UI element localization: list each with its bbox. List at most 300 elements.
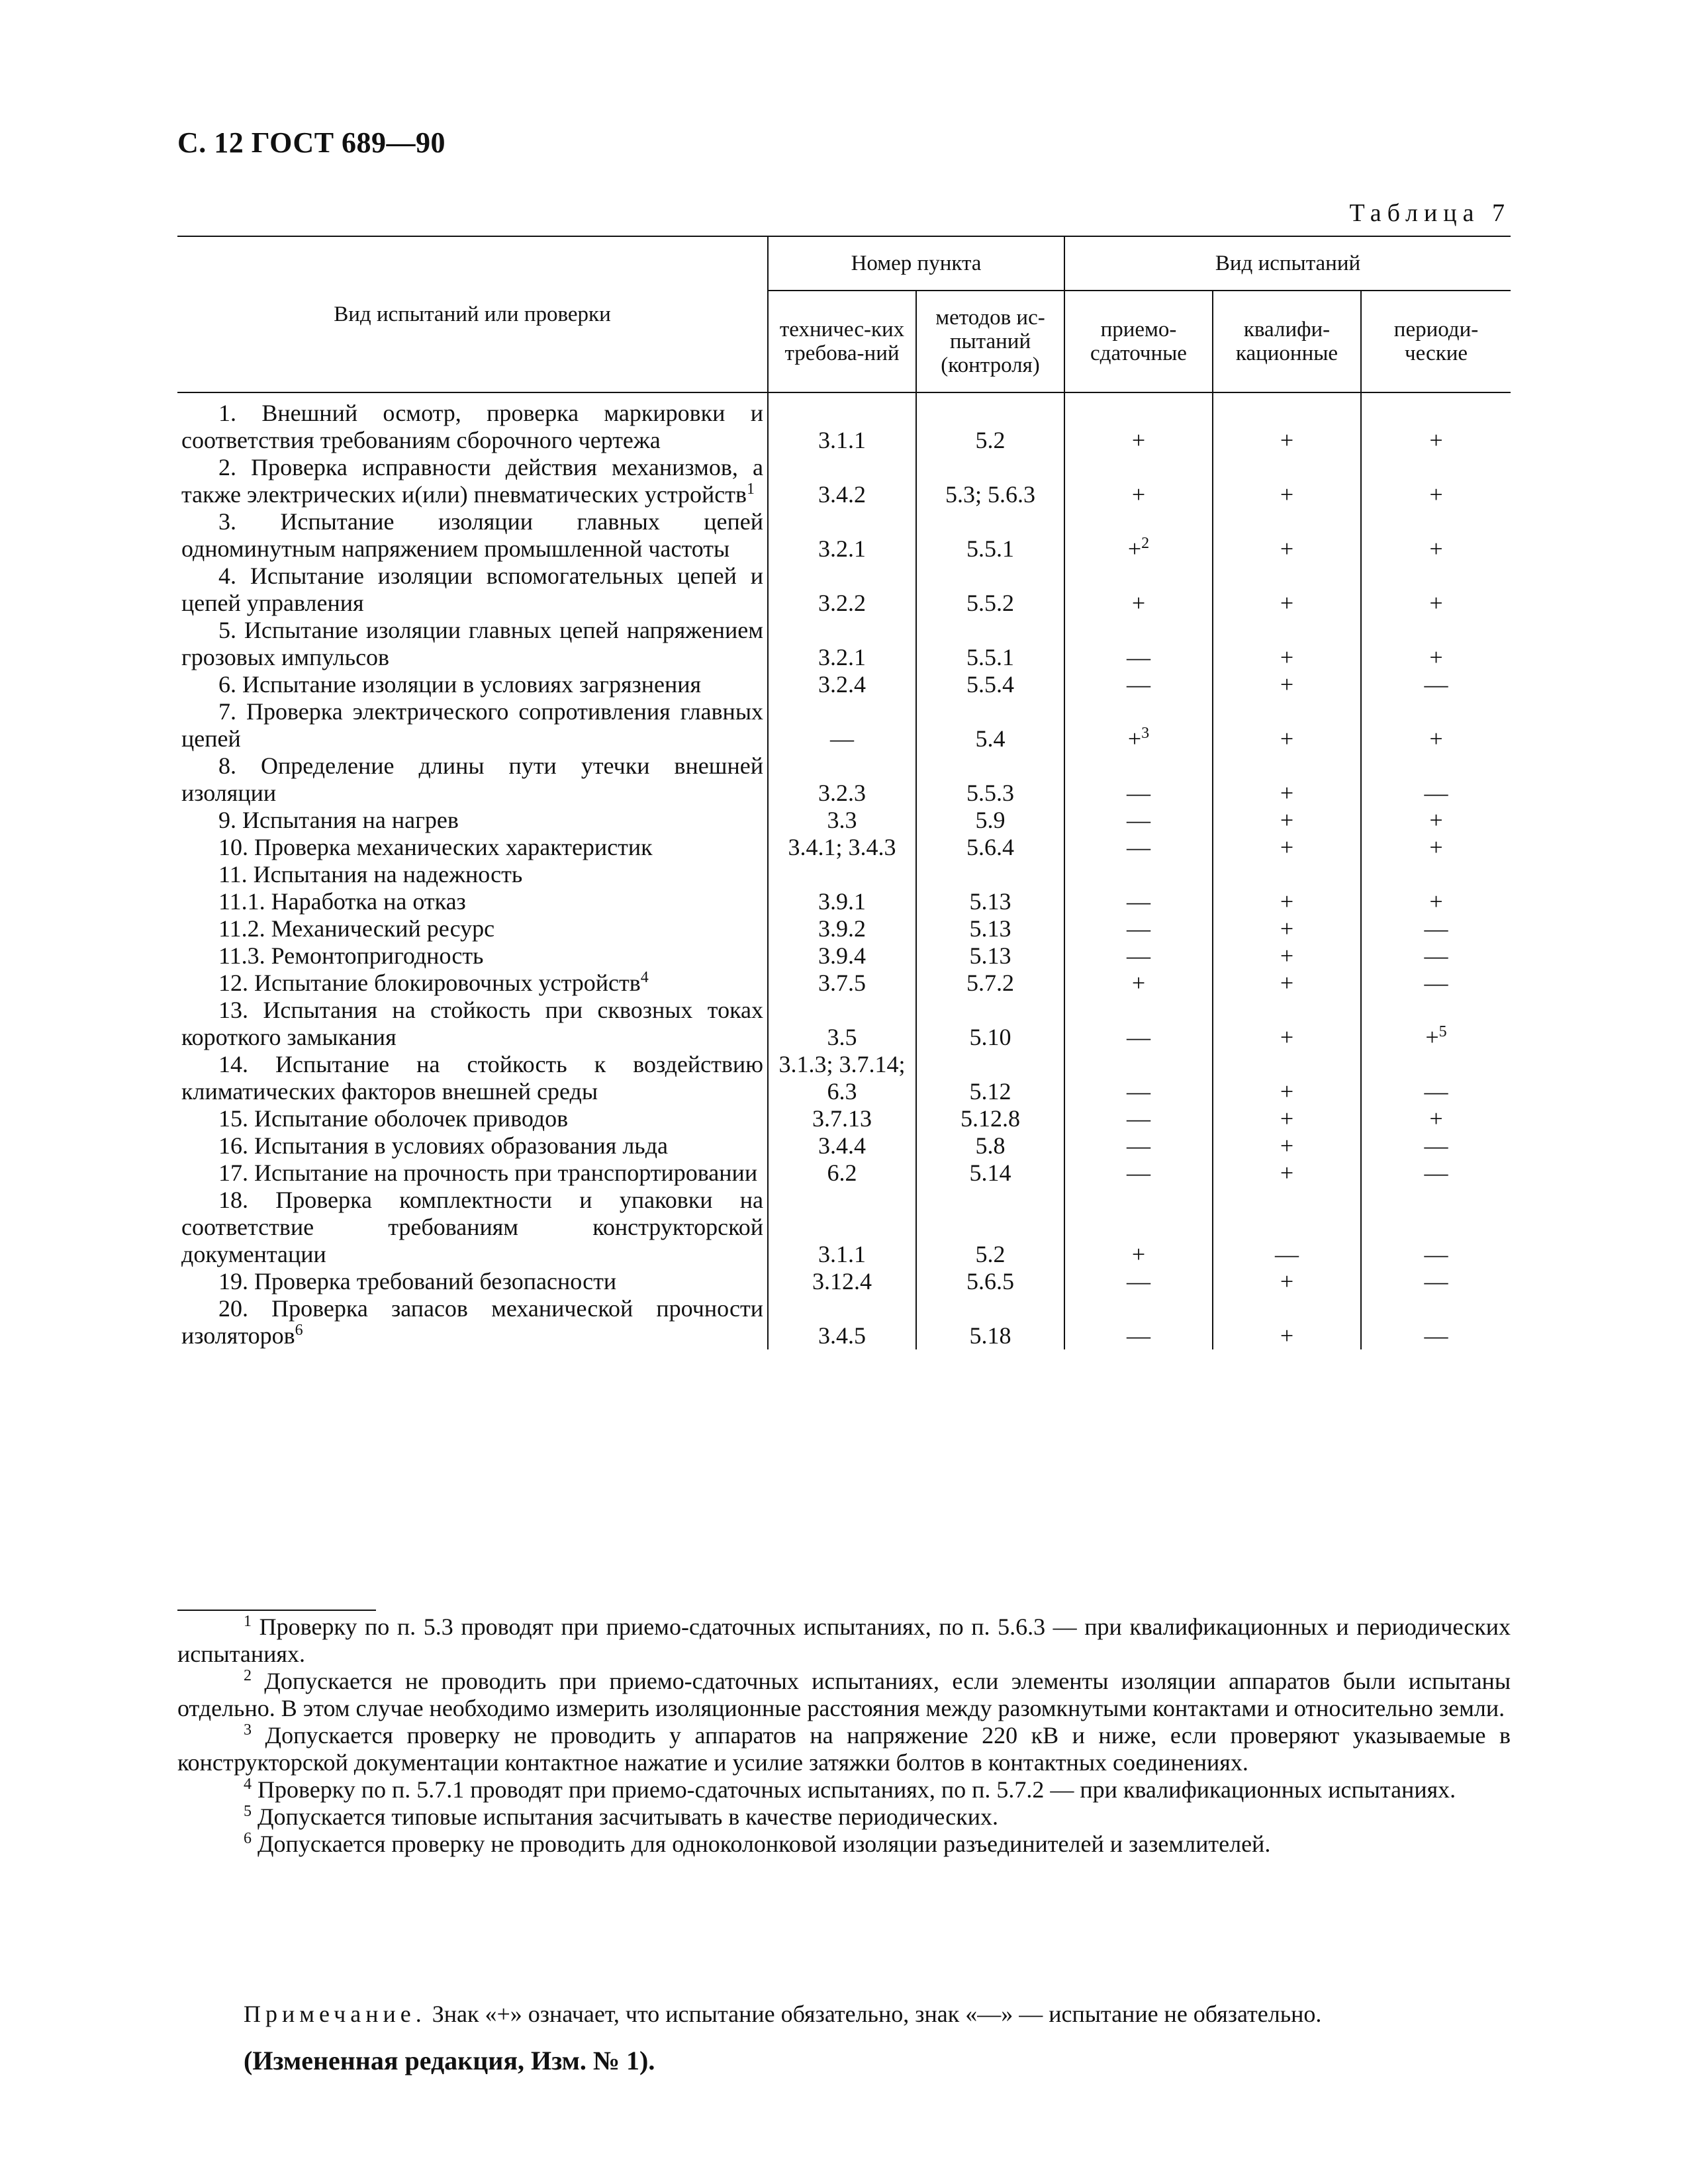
acceptance-mark: [1064, 1187, 1213, 1268]
test-name-cell: [177, 1268, 768, 1295]
table-body: [177, 392, 1511, 1349]
footnote: [177, 1722, 1511, 1776]
test-method-cell-value: 5.9: [975, 807, 1006, 833]
test-name-cell: [177, 392, 768, 454]
periodic-mark-value: +: [1429, 535, 1443, 562]
acceptance-mark-value: —: [1127, 834, 1150, 860]
table-row: [177, 1051, 1511, 1105]
qualification-mark-value: +: [1280, 1024, 1294, 1050]
acceptance-mark: [1064, 1268, 1213, 1295]
test-name-cell: [177, 915, 768, 942]
acceptance-mark: [1064, 617, 1213, 671]
tech-requirement-cell: [768, 1187, 916, 1268]
qualification-mark: [1213, 915, 1361, 942]
tech-requirement-cell: [768, 671, 916, 698]
test-name-cell: [177, 834, 768, 861]
test-method-cell-value: 5.12.8: [961, 1105, 1020, 1132]
tech-requirement-cell-value: 3.2.1: [818, 535, 866, 562]
acceptance-mark: [1064, 888, 1213, 915]
tech-requirement-cell-value: 3.9.2: [818, 915, 866, 942]
test-name: 10. Проверка механических характеристик: [218, 834, 653, 860]
footnote: [177, 1803, 1511, 1831]
qualification-mark-value: +: [1280, 725, 1294, 752]
footnote-text: Допускается не проводить при приемо-сдаточных испытаниях, если элементы изоляции аппаратов были испытаны отдельно. В этом случае необходимо измерить изоляционные расстояния между разомкнутыми контактами и относительно земли.: [177, 1668, 1511, 1721]
tech-requirement-cell: [768, 508, 916, 563]
acceptance-mark-value: —: [1127, 1078, 1150, 1105]
qualification-mark: [1213, 1295, 1361, 1349]
test-name-cell: [177, 752, 768, 807]
acceptance-mark: [1064, 834, 1213, 861]
test-method-cell: [916, 942, 1064, 970]
test-name-cell: [177, 671, 768, 698]
qualification-mark-value: +: [1280, 1322, 1294, 1349]
periodic-mark-value: —: [1424, 1241, 1448, 1267]
tech-requirement-cell: [768, 807, 916, 834]
table-row: [177, 807, 1511, 834]
footnote-text: Допускается типовые испытания засчитывать в качестве периодических.: [258, 1803, 998, 1830]
test-name: 4. Испытание изоляции вспомогательных цепей и цепей управления: [181, 563, 763, 616]
periodic-mark: [1361, 392, 1511, 454]
periodic-mark: [1361, 752, 1511, 807]
qualification-mark-value: +: [1280, 1078, 1294, 1105]
acceptance-mark-value: —: [1127, 1024, 1150, 1050]
test-method-cell-value: 5.3; 5.6.3: [945, 481, 1035, 508]
acceptance-mark: [1064, 997, 1213, 1051]
test-method-cell: [916, 915, 1064, 942]
periodic-mark: [1361, 888, 1511, 915]
test-method-cell-value: 5.13: [969, 915, 1011, 942]
acceptance-mark: [1064, 454, 1213, 508]
table-row: [177, 1295, 1511, 1349]
acceptance-mark-value: —: [1127, 942, 1150, 969]
periodic-mark: [1361, 915, 1511, 942]
tech-requirement-cell: [768, 888, 916, 915]
header-acceptance: приемо-сдаточные: [1064, 291, 1213, 392]
tech-requirement-cell: [768, 970, 916, 997]
test-name-cell: [177, 508, 768, 563]
periodic-mark: [1361, 1105, 1511, 1132]
test-method-cell: [916, 1187, 1064, 1268]
qualification-mark: [1213, 1160, 1361, 1187]
qualification-mark-value: +: [1280, 780, 1294, 806]
test-method-cell: [916, 1132, 1064, 1160]
tech-requirement-cell: [768, 617, 916, 671]
periodic-mark: [1361, 1268, 1511, 1295]
footnote-mark: 5: [244, 1803, 252, 1820]
table-row: [177, 915, 1511, 942]
test-name-cell: [177, 861, 768, 888]
table-row: [177, 888, 1511, 915]
amendment-note: (Измененная редакция, Изм. № 1).: [244, 2046, 655, 2075]
table-row: [177, 970, 1511, 997]
test-method-cell: [916, 1268, 1064, 1295]
test-method-cell: [916, 1105, 1064, 1132]
test-method-cell: [916, 807, 1064, 834]
qualification-mark-value: +: [1280, 888, 1294, 915]
qualification-mark: [1213, 1268, 1361, 1295]
qualification-mark-value: +: [1280, 970, 1294, 996]
test-method-cell: [916, 1160, 1064, 1187]
test-method-cell-value: 5.6.5: [966, 1268, 1014, 1295]
test-method-cell-value: 5.4: [975, 725, 1006, 752]
tech-requirement-cell: [768, 1160, 916, 1187]
header-periodic: периоди-ческие: [1361, 291, 1511, 392]
qualification-mark: [1213, 997, 1361, 1051]
header-qualification: квалифи-кационные: [1213, 291, 1361, 392]
acceptance-mark: [1064, 915, 1213, 942]
tech-requirement-cell: [768, 915, 916, 942]
test-name: 11.3. Ремонтопригодность: [218, 942, 484, 969]
test-name-cell: [177, 888, 768, 915]
periodic-mark-value: —: [1424, 1160, 1448, 1186]
periodic-mark: [1361, 807, 1511, 834]
table-row: [177, 563, 1511, 617]
footnote-divider: [177, 1610, 376, 1611]
test-name-cell: [177, 942, 768, 970]
tech-requirement-cell-value: —: [830, 725, 854, 752]
table-row: [177, 1160, 1511, 1187]
acceptance-mark-value: —: [1127, 780, 1150, 806]
qualification-mark-value: +: [1280, 834, 1294, 860]
qualification-mark-value: +: [1280, 1105, 1294, 1132]
acceptance-mark: [1064, 671, 1213, 698]
table-row: [177, 1132, 1511, 1160]
qualification-mark-value: +: [1280, 1132, 1294, 1159]
header-point-number: Номер пункта: [768, 236, 1064, 291]
qualification-mark: [1213, 454, 1361, 508]
tech-requirement-cell-value: 3.3: [827, 807, 857, 833]
tech-requirement-cell: [768, 861, 916, 888]
test-name: 5. Испытание изоляции главных цепей напряжением грозовых импульсов: [181, 617, 763, 670]
periodic-mark-value: +: [1429, 834, 1443, 860]
footnote-mark: 6: [244, 1830, 252, 1847]
acceptance-mark: [1064, 752, 1213, 807]
test-method-cell: [916, 997, 1064, 1051]
tech-requirement-cell: [768, 698, 916, 752]
qualification-mark-value: —: [1275, 1241, 1299, 1267]
test-name: 2. Проверка исправности действия механизмов, а также электрических и(или) пневматических устройств: [181, 454, 763, 508]
tech-requirement-cell-value: 3.1.3; 3.7.14; 6.3: [778, 1051, 906, 1105]
test-name: 6. Испытание изоляции в условиях загрязнения: [218, 671, 702, 698]
table-row: [177, 454, 1511, 508]
qualification-mark: [1213, 1132, 1361, 1160]
test-method-cell: [916, 508, 1064, 563]
tech-requirement-cell: [768, 834, 916, 861]
table-row: [177, 508, 1511, 563]
tech-requirement-cell-value: 3.4.5: [818, 1322, 866, 1349]
acceptance-mark-value: +: [1131, 481, 1146, 508]
qualification-mark: [1213, 752, 1361, 807]
test-name-cell: [177, 1132, 768, 1160]
periodic-mark: [1361, 617, 1511, 671]
acceptance-mark-value: —: [1127, 1160, 1150, 1186]
periodic-mark: [1361, 1132, 1511, 1160]
test-method-cell-value: 5.2: [975, 427, 1006, 453]
header-tech-requirements: техничес-ких требова-ний: [768, 291, 916, 392]
test-method-cell: [916, 698, 1064, 752]
test-name-cell: [177, 617, 768, 671]
qualification-mark: [1213, 1187, 1361, 1268]
periodic-mark-value: +: [1429, 888, 1443, 915]
test-method-cell: [916, 752, 1064, 807]
footnote-ref: 4: [640, 969, 649, 986]
acceptance-mark-value: —: [1127, 888, 1150, 915]
footnote-mark: 3: [244, 1721, 252, 1739]
test-table: [177, 236, 1511, 1349]
acceptance-mark: [1064, 807, 1213, 834]
periodic-mark: [1361, 454, 1511, 508]
periodic-mark-value: —: [1424, 780, 1448, 806]
acceptance-mark-value: —: [1127, 644, 1150, 670]
periodic-mark-value: —: [1424, 1322, 1448, 1349]
test-name: 16. Испытания в условиях образования льда: [218, 1132, 669, 1159]
test-method-cell-value: 5.13: [969, 888, 1011, 915]
periodic-mark: [1361, 671, 1511, 698]
periodic-mark-value: +: [1429, 807, 1443, 833]
tech-requirement-cell-value: 6.2: [827, 1160, 857, 1186]
qualification-mark: [1213, 671, 1361, 698]
periodic-mark-value: —: [1424, 1132, 1448, 1159]
test-method-cell: [916, 1051, 1064, 1105]
periodic-mark: [1361, 698, 1511, 752]
acceptance-mark-value: +: [1131, 590, 1146, 616]
qualification-mark-value: +: [1280, 427, 1294, 453]
table-row: [177, 1105, 1511, 1132]
tech-requirement-cell-value: 3.2.4: [818, 671, 866, 698]
qualification-mark-value: +: [1280, 671, 1294, 698]
acceptance-mark-value: —: [1127, 1105, 1150, 1132]
test-method-cell-value: 5.12: [969, 1078, 1011, 1105]
footnote: [177, 1776, 1511, 1803]
footnote-mark: 2: [244, 1667, 252, 1684]
test-name: 20. Проверка запасов механической прочности изоляторов: [181, 1295, 763, 1349]
table-row: [177, 942, 1511, 970]
test-name-cell: [177, 807, 768, 834]
tech-requirement-cell-value: 3.2.3: [818, 780, 866, 806]
periodic-mark-value: +: [1429, 481, 1443, 508]
tech-requirement-cell: [768, 752, 916, 807]
test-name: 11.1. Наработка на отказ: [218, 888, 466, 915]
test-method-cell: [916, 563, 1064, 617]
test-name: 11. Испытания на надежность: [218, 861, 523, 887]
periodic-mark-value: —: [1424, 970, 1448, 996]
tech-requirement-cell: [768, 997, 916, 1051]
acceptance-mark-value: —: [1127, 1268, 1150, 1295]
tech-requirement-cell-value: 3.2.2: [818, 590, 866, 616]
acceptance-mark: [1064, 1051, 1213, 1105]
table-caption: Таблица 7: [1349, 199, 1511, 227]
qualification-mark-value: +: [1280, 481, 1294, 508]
periodic-mark: [1361, 997, 1511, 1051]
table-row: [177, 1268, 1511, 1295]
table-row: [177, 392, 1511, 454]
table-row: [177, 997, 1511, 1051]
qualification-mark: [1213, 807, 1361, 834]
periodic-mark-value: +: [1429, 725, 1443, 752]
periodic-mark-value: —: [1424, 671, 1448, 698]
qualification-mark: [1213, 617, 1361, 671]
test-method-cell: [916, 834, 1064, 861]
footnote-mark: 4: [244, 1776, 252, 1793]
acceptance-mark: [1064, 508, 1213, 563]
footnote: [177, 1614, 1511, 1668]
qualification-mark: [1213, 1105, 1361, 1132]
test-method-cell-value: 5.14: [969, 1160, 1011, 1186]
test-name: 18. Проверка комплектности и упаковки на соответствие требованиям конструкторской документации: [181, 1187, 763, 1267]
qualification-mark-value: +: [1280, 1160, 1294, 1186]
acceptance-mark-value: —: [1127, 671, 1150, 698]
tech-requirement-cell: [768, 454, 916, 508]
acceptance-mark-value: +: [1127, 535, 1142, 562]
table-row: [177, 861, 1511, 888]
test-method-cell-value: 5.6.4: [966, 834, 1014, 860]
tech-requirement-cell-value: 3.5: [827, 1024, 857, 1050]
test-name: 1. Внешний осмотр, проверка маркировки и соответствия требованиям сборочного чертежа: [181, 400, 763, 453]
test-name: 19. Проверка требований безопасности: [218, 1268, 617, 1295]
table-note: [244, 2001, 1511, 2028]
periodic-mark-value: +: [1425, 1024, 1439, 1050]
footnote-ref: 6: [295, 1322, 303, 1339]
acceptance-mark: [1064, 1295, 1213, 1349]
qualification-mark: [1213, 942, 1361, 970]
tech-requirement-cell: [768, 1051, 916, 1105]
test-method-cell-value: 5.5.3: [966, 780, 1014, 806]
header-test-name: Вид испытаний или проверки: [177, 236, 768, 392]
tech-requirement-cell-value: 3.4.1; 3.4.3: [788, 834, 896, 860]
test-method-cell-value: 5.7.2: [966, 970, 1014, 996]
test-method-cell: [916, 970, 1064, 997]
acceptance-mark-value: +: [1131, 1241, 1146, 1267]
tech-requirement-cell-value: 3.9.1: [818, 888, 866, 915]
table-row: [177, 834, 1511, 861]
test-name-cell: [177, 1105, 768, 1132]
table-row: [177, 752, 1511, 807]
test-name: 15. Испытание оболочек приводов: [218, 1105, 569, 1132]
test-name: 12. Испытание блокировочных устройств: [218, 970, 641, 996]
test-method-cell: [916, 617, 1064, 671]
periodic-mark-value: +: [1429, 590, 1443, 616]
footnote-text: Проверку по п. 5.7.1 проводят при приемо-сдаточных испытаниях, по п. 5.7.2 — при квалификационных испытаниях.: [258, 1776, 1456, 1803]
acceptance-mark: [1064, 1105, 1213, 1132]
acceptance-mark-value: +: [1131, 427, 1146, 453]
qualification-mark-value: +: [1280, 942, 1294, 969]
acceptance-mark-value: +: [1131, 970, 1146, 996]
acceptance-mark: [1064, 392, 1213, 454]
test-name: 9. Испытания на нагрев: [218, 807, 459, 833]
test-method-cell: [916, 454, 1064, 508]
periodic-mark-value: +: [1429, 427, 1443, 453]
qualification-mark-value: +: [1280, 807, 1294, 833]
qualification-mark-value: +: [1280, 535, 1294, 562]
periodic-mark: [1361, 1160, 1511, 1187]
acceptance-mark: [1064, 970, 1213, 997]
periodic-mark-value: +: [1429, 1105, 1443, 1132]
footnote-text: Проверку по п. 5.3 проводят при приемо-сдаточных испытаниях, по п. 5.6.3 — при квалификационных и периодических испытаниях.: [177, 1614, 1511, 1667]
acceptance-mark: [1064, 942, 1213, 970]
tech-requirement-cell: [768, 1105, 916, 1132]
footnote-ref: 1: [746, 480, 755, 498]
footnote: [177, 1668, 1511, 1722]
periodic-mark: [1361, 508, 1511, 563]
periodic-mark-value: —: [1424, 1078, 1448, 1105]
test-method-cell: [916, 1295, 1064, 1349]
periodic-mark: [1361, 861, 1511, 888]
test-name-cell: [177, 997, 768, 1051]
test-name: 7. Проверка электрического сопротивления главных цепей: [181, 698, 763, 752]
test-method-cell-value: 5.5.2: [966, 590, 1014, 616]
acceptance-mark-value: —: [1127, 915, 1150, 942]
qualification-mark: [1213, 1051, 1361, 1105]
test-name-cell: [177, 1295, 768, 1349]
periodic-mark-value: +: [1429, 644, 1443, 670]
tech-requirement-cell-value: 3.1.1: [818, 1241, 866, 1267]
footnote-mark: 1: [244, 1613, 252, 1630]
test-method-cell: [916, 888, 1064, 915]
test-name-cell: [177, 454, 768, 508]
periodic-mark-value: —: [1424, 915, 1448, 942]
test-name-cell: [177, 563, 768, 617]
tech-requirement-cell: [768, 942, 916, 970]
periodic-mark: [1361, 1295, 1511, 1349]
qualification-mark: [1213, 698, 1361, 752]
qualification-mark-value: +: [1280, 644, 1294, 670]
test-method-cell-value: 5.18: [969, 1322, 1011, 1349]
test-method-cell: [916, 861, 1064, 888]
table-row: [177, 617, 1511, 671]
test-method-cell-value: 5.10: [969, 1024, 1011, 1050]
acceptance-mark-value: —: [1127, 807, 1150, 833]
qualification-mark: [1213, 508, 1361, 563]
tech-requirement-cell-value: 3.4.2: [818, 481, 866, 508]
header-test-methods: методов ис-пытаний (контроля): [916, 291, 1064, 392]
periodic-mark: [1361, 970, 1511, 997]
tech-requirement-cell-value: 3.12.4: [812, 1268, 872, 1295]
footnote-ref: 5: [1438, 1023, 1447, 1040]
test-name: 14. Испытание на стойкость к воздействию климатических факторов внешней среды: [181, 1051, 763, 1105]
acceptance-mark: [1064, 1160, 1213, 1187]
note-text: Знак «+» означает, что испытание обязательно, знак «—» — испытание не обязательно.: [426, 2001, 1322, 2027]
tech-requirement-cell: [768, 563, 916, 617]
test-name-cell: [177, 1051, 768, 1105]
acceptance-mark: [1064, 698, 1213, 752]
tech-requirement-cell-value: 3.2.1: [818, 644, 866, 670]
periodic-mark: [1361, 942, 1511, 970]
test-name-cell: [177, 1187, 768, 1268]
test-method-cell-value: 5.5.1: [966, 535, 1014, 562]
footnote-text: Допускается проверку не проводить у аппаратов на напряжение 220 кВ и ниже, если проверяют указываемые в конструкторской документации контактное нажатие и усилие затяжки болтов в контактных соединениях.: [177, 1722, 1511, 1776]
acceptance-mark-value: —: [1127, 1132, 1150, 1159]
footnote-ref: 3: [1141, 725, 1150, 742]
test-name: 13. Испытания на стойкость при сквозных токах короткого замыкания: [181, 997, 763, 1050]
test-method-cell: [916, 671, 1064, 698]
periodic-mark: [1361, 563, 1511, 617]
test-name: 3. Испытание изоляции главных цепей одноминутным напряжением промышленной частоты: [181, 508, 763, 562]
tech-requirement-cell: [768, 1268, 916, 1295]
test-method-cell-value: 5.5.1: [966, 644, 1014, 670]
tech-requirement-cell-value: 3.7.5: [818, 970, 866, 996]
footnotes: [177, 1614, 1511, 1858]
test-method-cell-value: 5.8: [975, 1132, 1006, 1159]
qualification-mark-value: +: [1280, 590, 1294, 616]
tech-requirement-cell-value: 3.1.1: [818, 427, 866, 453]
qualification-mark: [1213, 834, 1361, 861]
acceptance-mark-value: +: [1127, 725, 1142, 752]
test-method-cell-value: 5.2: [975, 1241, 1006, 1267]
tech-requirement-cell-value: 3.9.4: [818, 942, 866, 969]
periodic-mark: [1361, 1187, 1511, 1268]
tech-requirement-cell: [768, 1295, 916, 1349]
table-row: [177, 671, 1511, 698]
